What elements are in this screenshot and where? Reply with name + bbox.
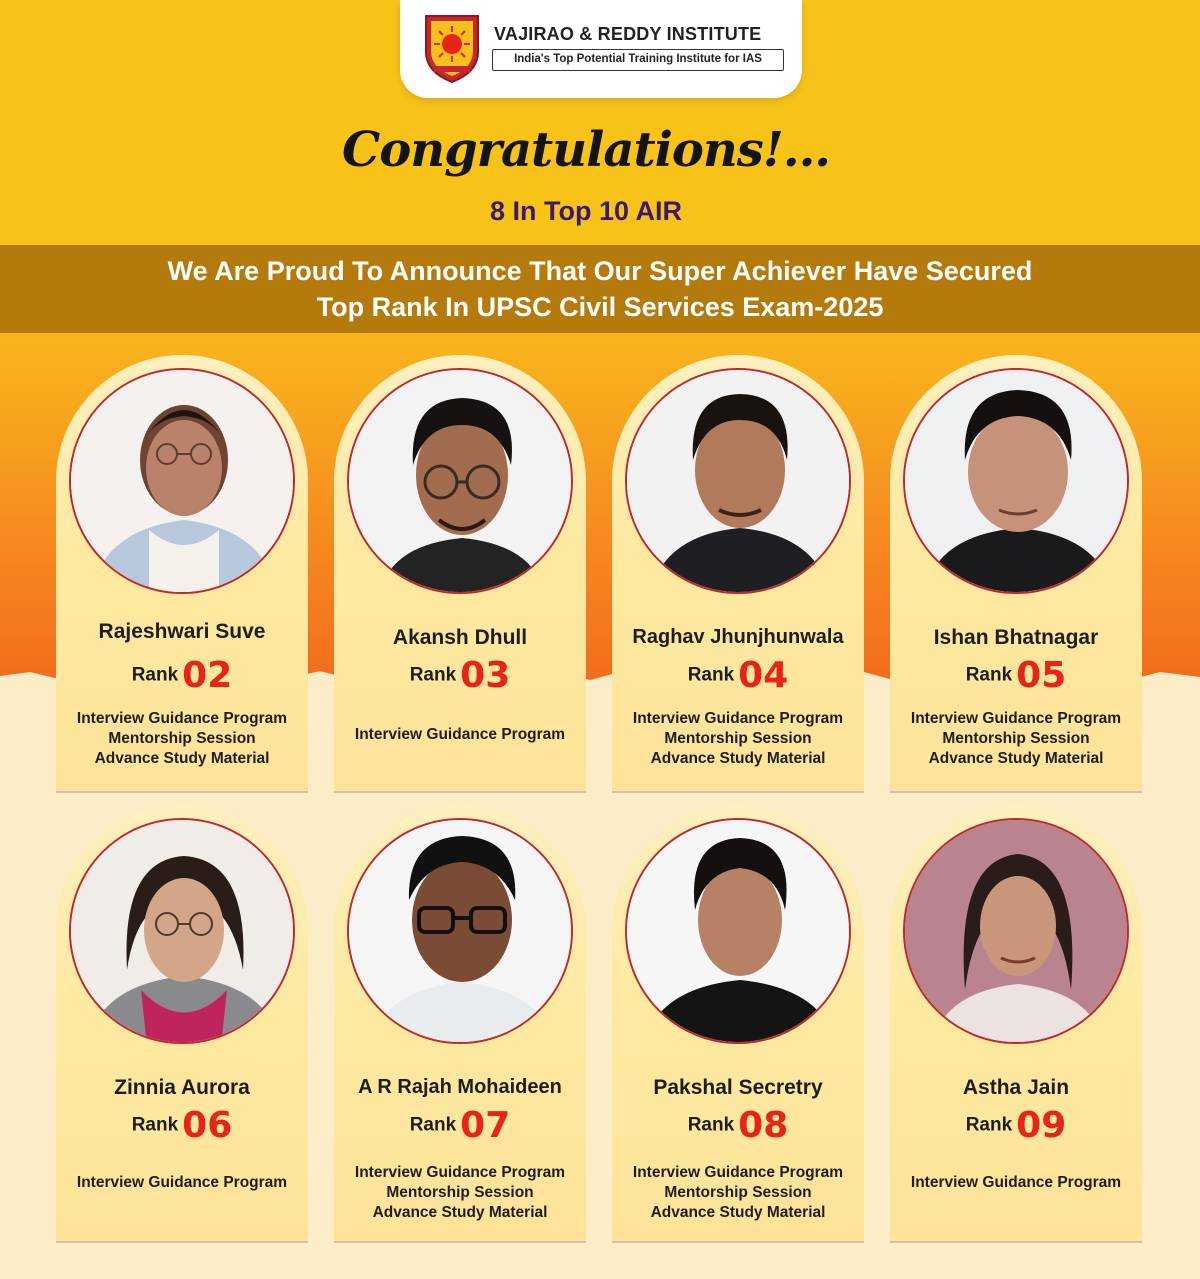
- program-item: Interview Guidance Program: [76, 1174, 288, 1191]
- program-item: Mentorship Session: [664, 730, 812, 747]
- rank-label: Rank: [965, 664, 1013, 686]
- rank-number: 06: [182, 1105, 233, 1146]
- rank-row: [56, 1105, 308, 1146]
- achiever-card: [56, 805, 308, 1243]
- program-item: Advance Study Material: [372, 1204, 548, 1221]
- rank-label: Rank: [409, 664, 457, 686]
- program-item: Mentorship Session: [664, 1184, 812, 1201]
- rank-number: 08: [738, 1105, 789, 1146]
- program-item: Interview Guidance Program: [910, 1174, 1122, 1191]
- achiever-name: Ishan Bhatnagar: [933, 626, 1099, 649]
- rank-label: Rank: [131, 1114, 179, 1136]
- program-list: [890, 1173, 1142, 1193]
- achiever-card: [890, 355, 1142, 793]
- institute-name: VAJIRAO & REDDY INSTITUTE: [494, 24, 762, 44]
- program-item: Advance Study Material: [94, 750, 270, 767]
- achiever-name: Akansh Dhull: [392, 626, 528, 649]
- program-item: Advance Study Material: [928, 750, 1104, 767]
- program-item: Advance Study Material: [650, 750, 826, 767]
- rank-row: [334, 655, 586, 696]
- achiever-photo: [347, 818, 573, 1044]
- achiever-photo: [69, 818, 295, 1044]
- program-item: Interview Guidance Program: [632, 1164, 844, 1181]
- program-item: Mentorship Session: [942, 730, 1090, 747]
- institute-logo-card: [400, 0, 802, 98]
- achiever-name: Rajeshwari Suve: [98, 620, 266, 643]
- rank-number: 09: [1016, 1105, 1067, 1146]
- rank-label: Rank: [409, 1114, 457, 1136]
- achiever-name: Astha Jain: [962, 1076, 1070, 1099]
- rank-number: 05: [1016, 655, 1067, 696]
- subheadline: 8 In Top 10 AIR: [489, 196, 683, 226]
- rank-row: [56, 655, 308, 696]
- rank-number: 02: [182, 655, 233, 696]
- achiever-card: [334, 805, 586, 1243]
- achiever-name: Zinnia Aurora: [114, 1076, 250, 1099]
- program-list: [334, 725, 586, 745]
- achiever-photo: [69, 368, 295, 594]
- program-list: [334, 1163, 586, 1223]
- announcement-line-2: Top Rank In UPSC Civil Services Exam-2025: [316, 292, 884, 322]
- announcement-line-1: We Are Proud To Announce That Our Super Achiever Have Secured: [167, 256, 1033, 286]
- achiever-name: Raghav Jhunjhunwala: [632, 626, 844, 648]
- institute-tagline: India's Top Potential Training Institute for IAS: [492, 49, 784, 71]
- rank-row: [334, 1105, 586, 1146]
- achiever-photo: [903, 818, 1129, 1044]
- institute-emblem-icon: [420, 12, 484, 84]
- program-item: Mentorship Session: [386, 1184, 534, 1201]
- achiever-photo: [347, 368, 573, 594]
- achiever-photo: [903, 368, 1129, 594]
- rank-label: Rank: [965, 1114, 1013, 1136]
- program-item: Interview Guidance Program: [910, 710, 1122, 727]
- achiever-photo: [625, 818, 851, 1044]
- program-list: [56, 1173, 308, 1193]
- achiever-card: [890, 805, 1142, 1243]
- rank-label: Rank: [687, 664, 735, 686]
- rank-label: Rank: [687, 1114, 735, 1136]
- achiever-name: Pakshal Secretry: [653, 1076, 823, 1099]
- rank-row: [890, 1105, 1142, 1146]
- rank-number: 04: [738, 655, 789, 696]
- rank-row: [612, 1105, 864, 1146]
- announcement-banner: [0, 245, 1200, 333]
- program-item: Interview Guidance Program: [632, 710, 844, 727]
- rank-row: [890, 655, 1142, 696]
- program-item: Advance Study Material: [650, 1204, 826, 1221]
- program-list: [890, 709, 1142, 769]
- achiever-card: [612, 355, 864, 793]
- achiever-card: [56, 355, 308, 793]
- headline: Congratulations!...: [341, 122, 831, 178]
- rank-number: 07: [460, 1105, 511, 1146]
- rank-number: 03: [460, 655, 511, 696]
- program-item: Interview Guidance Program: [76, 710, 288, 727]
- achiever-photo: [625, 368, 851, 594]
- program-list: [612, 1163, 864, 1223]
- rank-row: [612, 655, 864, 696]
- achiever-name: A R Rajah Mohaideen: [358, 1076, 562, 1098]
- program-item: Interview Guidance Program: [354, 1164, 566, 1181]
- rank-label: Rank: [131, 664, 179, 686]
- achiever-card: [334, 355, 586, 793]
- program-list: [612, 709, 864, 769]
- achiever-card: [612, 805, 864, 1243]
- program-item: Interview Guidance Program: [354, 726, 566, 743]
- program-list: [56, 709, 308, 769]
- program-item: Mentorship Session: [108, 730, 256, 747]
